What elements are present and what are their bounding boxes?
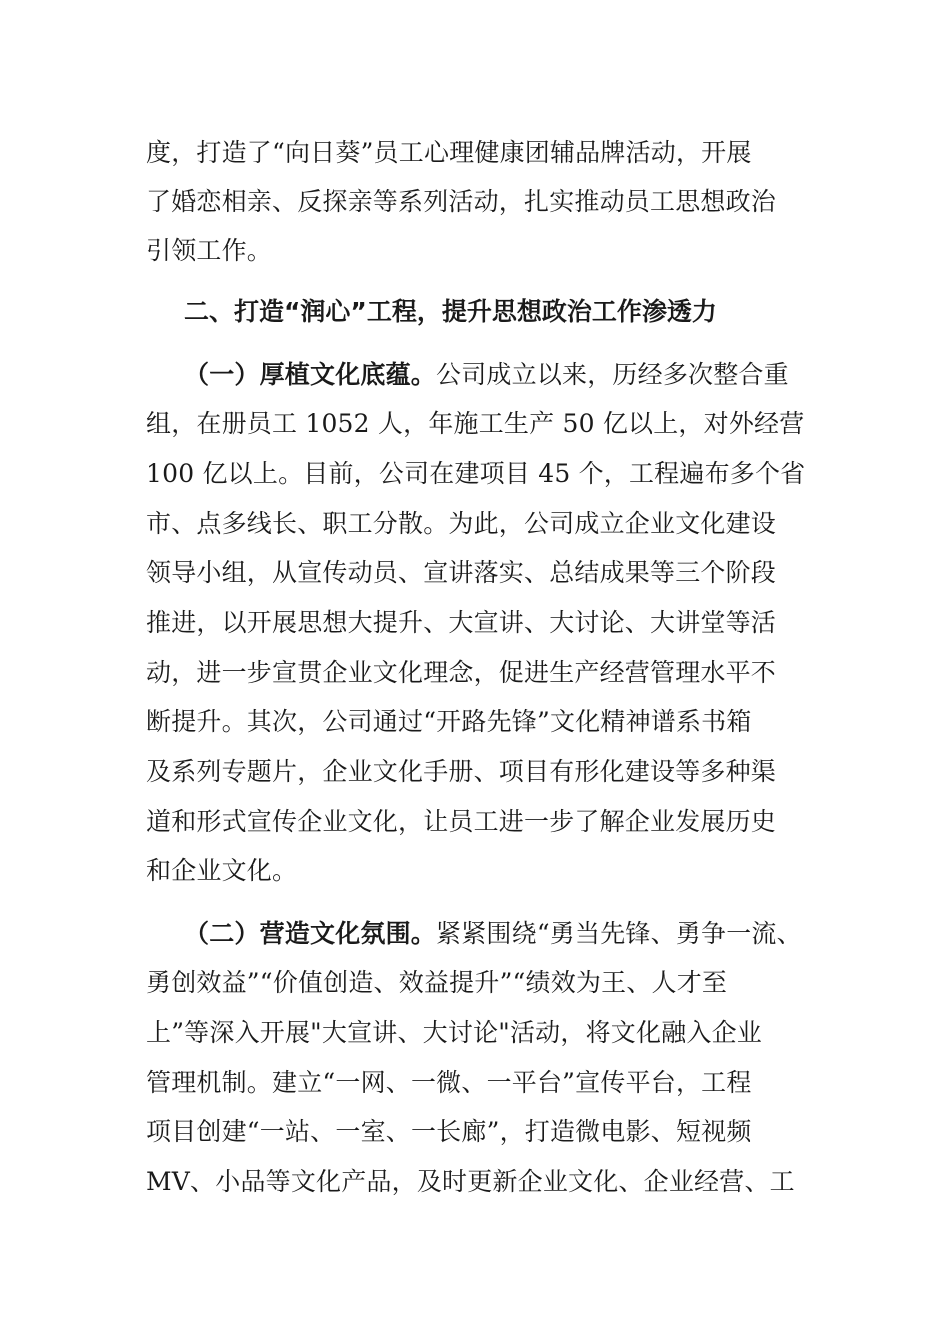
- paragraph-line: 度，打造了“向日葵”员工心理健康团辅品牌活动，开展: [146, 138, 752, 167]
- paragraph-first-line: [184, 918, 816, 950]
- paragraph-line: 道和形式宣传企业文化，让员工进一步了解企业发展历史: [146, 807, 777, 836]
- paragraph-line: 项目创建“一站、一室、一长廊”，打造微电影、短视频: [146, 1117, 752, 1146]
- paragraph-lead: （二）营造文化氛围。: [184, 919, 437, 948]
- paragraph-line: 领导小组，从宣传动员、宣讲落实、总结成果等三个阶段: [146, 558, 777, 587]
- paragraph-lead: （一）厚植文化底蕴。: [184, 360, 437, 389]
- paragraph-line: 100 亿以上。目前，公司在建项目 45 个，工程遍布多个省: [146, 459, 806, 488]
- section-heading: 二、打造“润心”工程，提升思想政治工作渗透力: [184, 297, 717, 326]
- paragraph-first-line: [184, 359, 816, 391]
- paragraph-line: 动，进一步宣贯企业文化理念，促进生产经营管理水平不: [146, 658, 777, 687]
- paragraph-line: 上”等深入开展"大宣讲、大讨论"活动，将文化融入企业: [146, 1018, 762, 1047]
- paragraph-line: 推进，以开展思想大提升、大宣讲、大讨论、大讲堂等活: [146, 608, 777, 637]
- paragraph-line: MV、小品等文化产品，及时更新企业文化、企业经营、工: [146, 1167, 795, 1196]
- paragraph-line: 断提升。其次，公司通过“开路先锋”文化精神谱系书箱: [146, 707, 752, 736]
- paragraph-line: 勇创效益”“价值创造、效益提升”“绩效为王、人才至: [146, 968, 728, 997]
- paragraph-line: 和企业文化。: [146, 856, 298, 885]
- paragraph-text: 紧紧围绕“勇当先锋、勇争一流、: [436, 919, 802, 948]
- paragraph-line: 引领工作。: [146, 236, 273, 265]
- paragraph-line: 及系列专题片，企业文化手册、项目有形化建设等多种渠: [146, 757, 777, 786]
- paragraph-line: 市、点多线长、职工分散。为此，公司成立企业文化建设: [146, 509, 777, 538]
- paragraph-line: 了婚恋相亲、反探亲等系列活动，扎实推动员工思想政治: [146, 187, 777, 216]
- paragraph-line: 组，在册员工 1052 人，年施工生产 50 亿以上，对外经营: [146, 409, 805, 438]
- paragraph-text: 公司成立以来，历经多次整合重: [436, 360, 789, 389]
- paragraph-line: 管理机制。建立“一网、一微、一平台”宣传平台，工程: [146, 1068, 752, 1097]
